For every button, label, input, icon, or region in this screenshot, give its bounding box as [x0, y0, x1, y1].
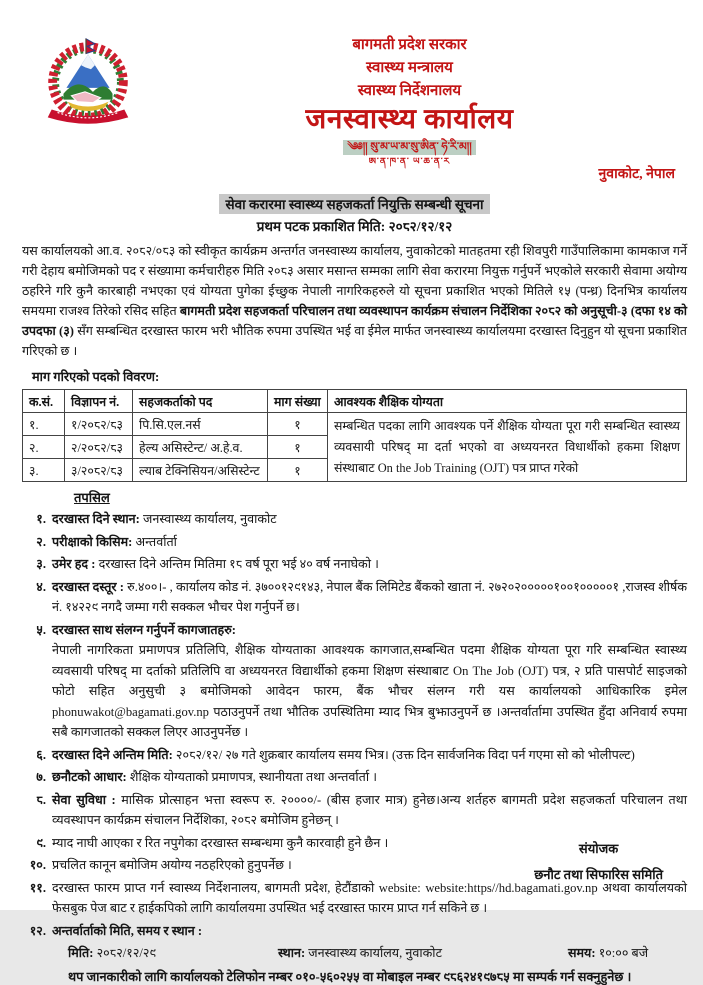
col-header-qualification: आवश्यक शैक्षिक योग्यता: [328, 390, 687, 413]
tapasil-item-4: [22, 577, 687, 618]
province-government-line: बागमती प्रदेश सरकार: [352, 37, 467, 53]
interview-time: १०:०० बजे: [595, 946, 649, 960]
item-label: सेवा सुविधा :: [52, 792, 116, 807]
item-text: २०८२/१२/ २७ गते शुक्रबार कार्यालय समय भित्र। (उक्त दिन सार्वजनिक विदा पर्न गएमा सो को भोलीपल्ट): [172, 747, 635, 762]
body-segment-2: सँग सम्बन्धित दरखास्त फारम भरी भौतिक रुपमा उपस्थित भई वा ईमेल मार्फत जनस्वास्थ्य कार्यालयमा दरखास्त दिनुहुन यो सूचना प्रकाशित गरिएको छ ।: [22, 324, 687, 358]
tapasil-item-12: [22, 921, 687, 942]
item-text: शैक्षिक योग्यताको प्रमाणपत्र, स्थानीयता तथा अन्तर्वार्ता ।: [126, 770, 377, 784]
table-header-row: [23, 390, 687, 413]
item-number: ५.: [36, 622, 46, 637]
office-name: जनस्वास्थ्य कार्यालय: [305, 104, 514, 135]
item-number: ९.: [36, 835, 46, 850]
demand-detail-label: माग गरिएको पदको विवरण:: [32, 370, 160, 384]
col-header-quantity: माग संख्या: [268, 390, 328, 413]
cell-post: हेल्य असिस्टेन्ट/ अ.हे.व.: [133, 436, 268, 459]
item-number: ११.: [29, 880, 46, 895]
cell-qualification: सम्बन्धित पदका लागि आवश्यक पर्ने शैक्षिक योग्यता पूरा गरी सम्बन्धित स्वास्थ्य व्यवसायी परिषद् मा दर्ता भएको वा अध्ययनरत विधार्थीको हकमा शिक्षण संस्थाबाट On the Job Training (OJT) पत्र प्राप्त गरेको: [328, 413, 687, 482]
item-text: रु.४००।- , कार्यालय कोड नं. ३७००१२९१४३, नेपाल बैंक लिमिटेड बैंकको खाता नं. २७२०२०००००१००१०००००१ ,राजस्व शीर्षक नं. १४२२९ नगदै जम्मा गरी सक्कल भौचर पेश गर्नुपर्ने छ।: [52, 579, 687, 614]
cell-advert-no: २/२०८२/८३: [65, 436, 133, 459]
cell-post: पि.सि.एल.नर्स: [133, 413, 268, 436]
item-label: दरखास्त दस्तूर :: [52, 579, 124, 594]
cell-advert-no: १/२०८२/८३: [65, 413, 133, 436]
item-text: अन्तर्वार्ता: [132, 534, 177, 549]
col-header-advert-no: विज्ञापन नं.: [65, 390, 133, 413]
item-text: मासिक प्रोत्साहन भत्ता स्वरूप रु. २००००/- (बीस हजार मात्र) हुनेछ।अन्य शर्तहरु बागमती प्रदेश सहजकर्ता परिचालन तथा व्यवस्थापन कार्यक्रम संचालन निर्देशिका, २०८२ बमोजिम हुनेछन् ।: [52, 792, 687, 827]
cell-quantity: १: [268, 436, 328, 459]
item-number: ४.: [36, 579, 46, 594]
item-label: छनौटको आधार:: [52, 770, 127, 784]
office-location: नुवाकोट, नेपाल: [598, 167, 675, 182]
nepal-government-emblem-icon: [34, 36, 142, 128]
cell-quantity: १: [268, 459, 328, 482]
item-text: दरखास्त दिने अन्तिम मितिमा १८ वर्ष पूरा भई ४० वर्ष ननाघेको ।: [95, 557, 379, 571]
interview-details-row: [68, 943, 687, 964]
signatory-committee: छनौट तथा सिफारिस समिति: [534, 867, 663, 882]
body-segment-1: यस कार्यालयको आ.व. २०८२/०८३ को स्वीकृत कार्यक्रम अन्तर्गत जनस्वास्थ्य कार्यालय, नुवाकोटको मातहतमा रही शिवपुरी गाउँपालिकामा कामकाज गर्ने गरी देहाय बमोजिमको पद र संख्यामा कर्मचारीहरु मिति २०८३ असार मसान्त सम्मका लागि सेवा करारमा नियुक्त गर्नुपर्ने भएकोले सरकारी सेवामा अयोग्य ठहरिने गरि कुनै कारबाही नभएका एवं योग्यता पुगेका ईच्छुक नेपाली नागरिकहरुले यो सूचना प्रकाशित भएको मितिले १५ (पन्ध्र) दिनभित्र कार्यालय समयमा राजश्व तिरेको रसिद सहित: [22, 244, 687, 318]
ministry-line: स्वास्थ्य मन्त्रालय: [366, 60, 453, 76]
tapasil-item-3: [22, 554, 687, 575]
interview-place-label: स्थान:: [278, 946, 306, 960]
col-header-post: सहजकर्ताको पद: [133, 390, 268, 413]
item-number: १.: [36, 512, 46, 526]
item-number: ८.: [36, 792, 46, 807]
secondary-script-line: ཨ་ན་ཁ་ན་ ཡ་ཆ་ན་ར: [368, 156, 451, 166]
notice-title: सेवा करारमा स्वास्थ्य सहजकर्ता नियुक्ति सम्बन्धी सूचना: [219, 194, 489, 214]
item-number: १०.: [29, 858, 46, 872]
item-number: १२.: [29, 923, 46, 938]
tapasil-item-6: [22, 745, 687, 766]
item-text: नेपाली नागरिकता प्रमाणपत्र प्रतिलिपि, शैक्षिक योग्यताका आवश्यक कागजात,सम्बन्धित पदमा शैक्षिक योग्यता पूरा गरि सम्बन्धित स्वास्थ्य व्यवसायी परिषद् मा दर्ताको प्रतिलिपि वा अध्ययनरत विद्यार्थीको हकमा शिक्षण संस्थाबाट On The Job (OJT) पत्र, २ प्रति पासपोर्ट साइजको फोटो सहित अनुसुची ३ बमोजिमको आवेदन फारम, बैंक भौचर संलग्न गरी यस कार्यालयको आधिकारिक इमेल phonuwakot@bagamati.gov.np पठाउनुपर्ने तथा भौतिक उपस्थितिमा म्याद भित्र बुझाउनुपर्ने छ ।अन्तर्वार्तामा उपस्थित हुँदा अनिवार्य रुपमा सबै कागजातको सक्कल लिएर आउनुपर्नेछ ।: [52, 643, 687, 739]
signatory-role: संयोजक: [578, 841, 619, 856]
tapasil-item-7: [22, 767, 687, 788]
item-label: अन्तर्वार्ताको मिति, समय र स्थान :: [52, 923, 203, 938]
cell-sn: १.: [23, 413, 65, 436]
notice-body-paragraph: [22, 241, 687, 361]
letterhead-text: [132, 34, 687, 168]
interview-date-label: मिति:: [68, 946, 94, 960]
interview-place: जनस्वास्थ्य कार्यालय, नुवाकोट: [305, 946, 442, 960]
tapasil-item-2: [22, 532, 687, 553]
tibetan-script-line: ༄༅།། སུ་མ་ཡ་མ་སུ་ཨིན་ ཧེ་རི་མ།།: [343, 140, 475, 155]
cell-quantity: १: [268, 413, 328, 436]
table-row: [23, 413, 687, 436]
body-segment-directive-bold: बागमती प्रदेश सहजकर्ता परिचालन तथा व्यवस्थापन कार्यक्रम संचालन निर्देशिका २०८२ को अनुसूची-३ (दफा १४ को उपदफा (३): [22, 304, 687, 338]
interview-time-label: समय:: [568, 946, 596, 960]
item-number: ३.: [36, 557, 46, 571]
tapasil-item-5: [22, 620, 687, 743]
cell-advert-no: ३/२०८२/८३: [65, 459, 133, 482]
item-text: म्याद नाघी आएका र रित नपुगेका दरखास्त सम्बन्धमा कुनै कारवाही हुने छैन ।: [52, 835, 389, 850]
cell-sn: २.: [23, 436, 65, 459]
cell-post: ल्याब टेक्निसियन/असिस्टेन्ट: [133, 459, 268, 482]
tapasil-heading: तपसिल: [74, 490, 110, 505]
item-number: ७.: [36, 770, 46, 784]
positions-table: [22, 389, 687, 482]
item-label: दरखास्त साथ संलग्न गर्नुपर्ने कागजातहरु:: [52, 622, 236, 637]
item-label: दरखास्त दिने अन्तिम मिति:: [52, 747, 173, 762]
tapasil-item-8: [22, 790, 687, 831]
item-text: प्रचलित कानून बमोजिम अयोग्य नठहरिएको हुनुपर्नेछ ।: [52, 858, 292, 872]
interview-date: २०८२/१२/२९: [93, 946, 156, 960]
tapasil-item-1: [22, 509, 687, 530]
signature-block: [534, 836, 663, 888]
item-label: दरखास्त दिने स्थान:: [52, 512, 140, 526]
item-label: परीक्षाको किसिम:: [52, 534, 133, 549]
item-number: ६.: [36, 747, 46, 762]
col-header-sn: क.सं.: [23, 390, 65, 413]
item-text: दरखास्त फारम प्राप्त गर्न स्वास्थ्य निर्देशनालय, बागमती प्रदेश, हेटौंडाको website: website:https//hd.bagamati.gov.np अथवा कार्यालयको फेसबुक पेज बाट र हाईकपिको लागि कार्यालयमा उपस्थित भई दरखास्त फारम प्राप्त गर्न सकिने छ ।: [52, 880, 687, 915]
item-text: जनस्वास्थ्य कार्यालय, नुवाकोट: [139, 512, 277, 526]
item-label: उमेर हद :: [52, 557, 96, 571]
item-number: २.: [36, 534, 46, 549]
publish-date: प्रथम पटक प्रकाशित मिति: २०८२/१२/१२: [256, 219, 453, 234]
contact-info-line: थप जानकारीको लागि कार्यालयको टेलिफोन नम्बर ०१०-५६०२५५ वा मोबाइल नम्बर ९८६२४१९७८५ मा सम्पर्क गर्न सक्नुहुनेछ ।: [68, 970, 632, 984]
letterhead: [22, 34, 687, 184]
cell-sn: ३.: [23, 459, 65, 482]
directorate-line: स्वास्थ्य निर्देशनालय: [357, 83, 462, 99]
